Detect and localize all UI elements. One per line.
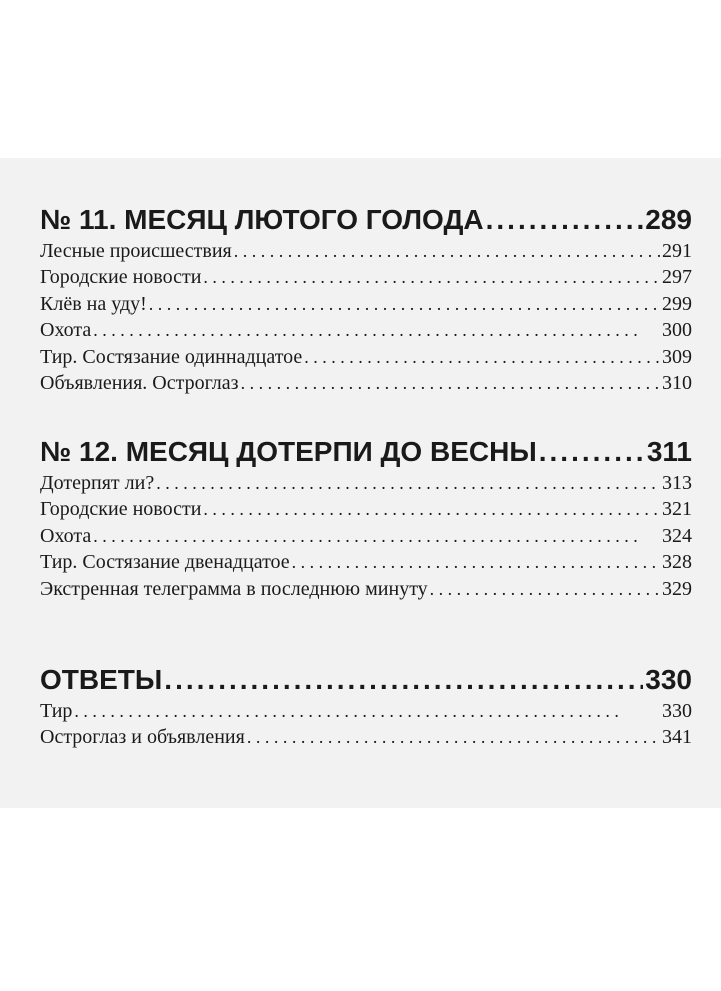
entry-title: Объявления. Остроглаз [40, 371, 239, 394]
section-title: № 12. МЕСЯЦ ДОТЕРПИ ДО ВЕСНЫ [40, 436, 537, 467]
entry-title: Тир. Состязание одиннадцатое [40, 345, 303, 368]
section-page-number: 311 [646, 436, 692, 467]
toc-entry [40, 344, 692, 370]
entry-page-number: 330 [662, 700, 692, 722]
toc-entry [40, 317, 692, 343]
dot-leader [241, 370, 660, 396]
entry-page-number: 341 [662, 726, 692, 749]
entry-page-number: 328 [662, 551, 692, 574]
entry-page-number: 321 [662, 498, 692, 521]
section-heading [40, 436, 692, 470]
entry-page-number: 309 [662, 345, 692, 368]
toc-entry [40, 698, 692, 724]
section-title: ОТВЕТЫ [40, 664, 163, 695]
entry-page-number: 300 [662, 319, 692, 342]
entry-title: Клёв на уду! [40, 292, 147, 315]
dot-leader [203, 264, 660, 290]
dot-leader [164, 664, 643, 696]
entry-page-number: 297 [662, 266, 692, 289]
entry-page-number: 299 [662, 292, 692, 315]
section-page-number: 330 [645, 664, 692, 695]
section-heading [40, 664, 692, 698]
section-page-number: 289 [645, 204, 692, 235]
entry-title: Дотерпят ли? [40, 472, 155, 494]
toc-page [0, 158, 721, 808]
entry-page-number: 313 [662, 472, 692, 494]
dot-leader [486, 204, 644, 236]
toc-entry [40, 549, 692, 575]
toc-entry [40, 724, 692, 750]
entry-title: Остроглаз и объявления [40, 726, 245, 749]
toc-entry [40, 496, 692, 522]
entry-title: Охота [40, 524, 92, 547]
dot-leader [430, 576, 660, 602]
dot-leader [234, 238, 660, 264]
dot-leader [247, 724, 660, 750]
entry-page-number: 291 [662, 240, 692, 262]
dot-leader [156, 470, 660, 496]
entry-title: Городские новости [40, 266, 202, 289]
toc-entry [40, 264, 692, 290]
toc-section-12 [40, 436, 692, 602]
toc-entry [40, 291, 692, 317]
toc-section-answers [40, 664, 692, 751]
entry-title: Лесные происшествия [40, 240, 232, 262]
dot-leader [203, 496, 660, 522]
entry-page-number: 329 [662, 577, 692, 600]
toc-section-11 [40, 204, 692, 396]
toc-entry [40, 238, 692, 264]
entry-page-number: 310 [662, 371, 692, 394]
dot-leader [149, 291, 660, 317]
entry-title: Городские новости [40, 498, 202, 521]
toc-entry [40, 470, 692, 496]
entry-title: Тир [40, 700, 73, 722]
section-title: № 11. МЕСЯЦ ЛЮТОГО ГОЛОДА [40, 204, 484, 235]
dot-leader [539, 436, 645, 468]
toc-entry [40, 370, 692, 396]
dot-leader [304, 344, 660, 370]
toc-entry [40, 523, 692, 549]
dot-leader [93, 317, 660, 343]
entry-title: Тир. Состязание двенадцатое [40, 551, 290, 574]
dot-leader [292, 549, 660, 575]
toc-entry [40, 576, 692, 602]
dot-leader [93, 523, 660, 549]
dot-leader [74, 698, 660, 724]
entry-title: Экстренная телеграмма в последнюю минуту [40, 577, 428, 600]
entry-page-number: 324 [662, 524, 692, 547]
section-heading [40, 204, 692, 238]
entry-title: Охота [40, 319, 92, 342]
